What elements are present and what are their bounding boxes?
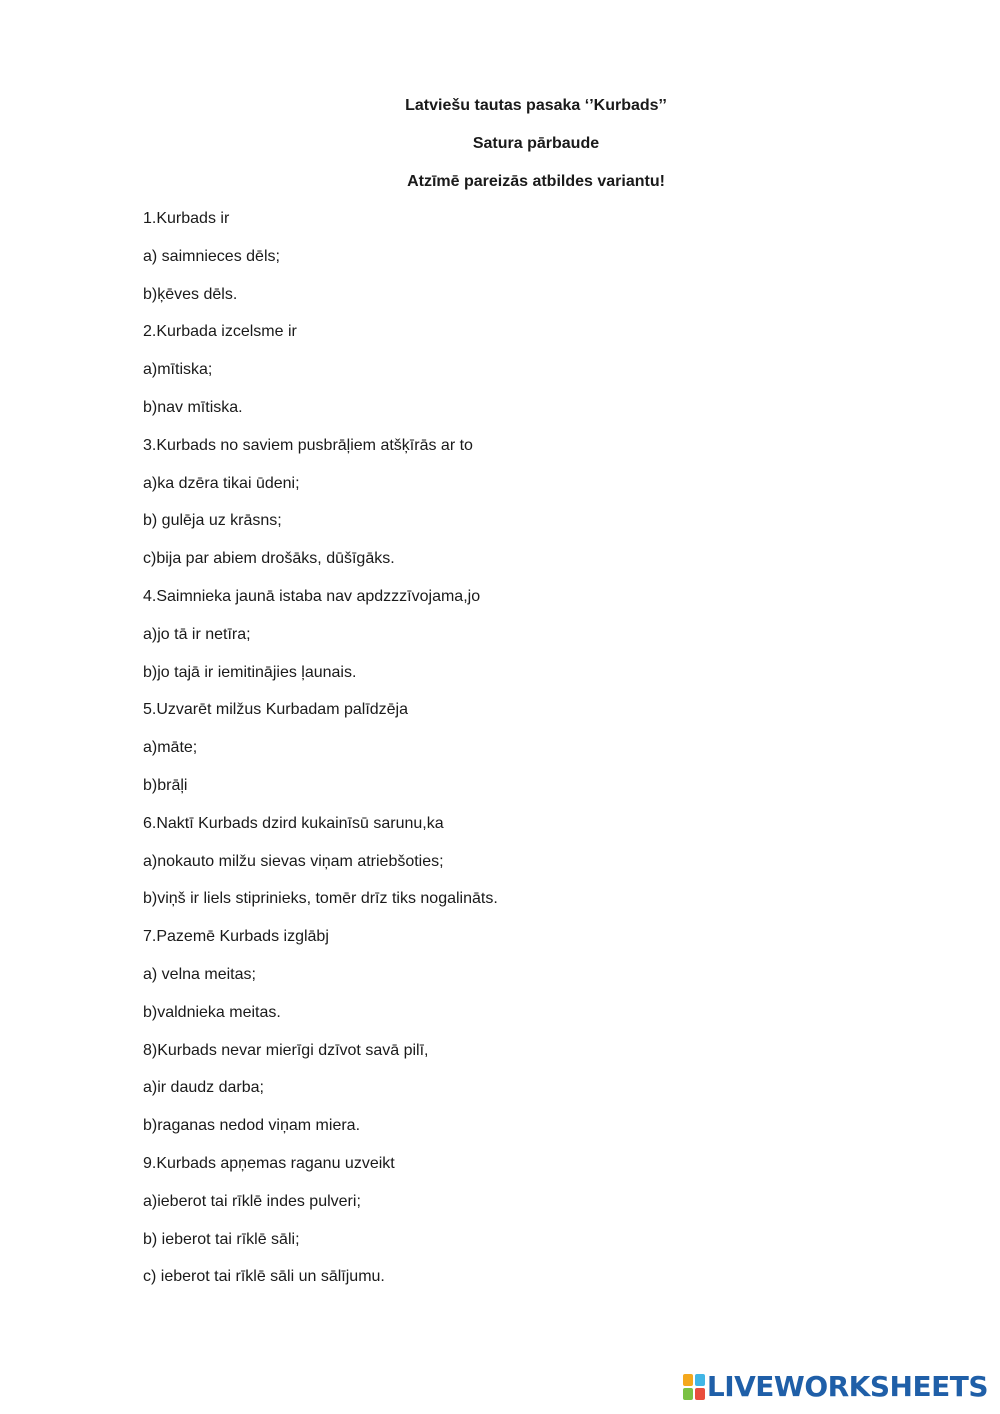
answer-6b: b)viņš ir liels stiprinieks, tomēr drīz tiks nogalināts. xyxy=(143,890,498,908)
logo-text: LIVEWORKSHEETS xyxy=(706,1370,988,1403)
answer-9c: c) ieberot tai rīklē sāli un sālījumu. xyxy=(143,1268,385,1286)
liveworksheets-logo xyxy=(683,1372,988,1402)
question-list xyxy=(143,209,943,1305)
question-1: 1.Kurbads ir xyxy=(143,210,230,227)
page-subtitle: Satura pārbaude xyxy=(472,135,600,152)
question-4: 4.Saimnieka jaunā istaba nav apdzzzīvojama,jo xyxy=(143,587,481,605)
answer-5b: b)brāļi xyxy=(143,776,188,794)
answer-1b: b)ķēves dēls. xyxy=(143,285,238,303)
question-2: 2.Kurbada izcelsme ir xyxy=(143,323,297,341)
answer-3b: b) gulēja uz krāsns; xyxy=(143,512,282,530)
answer-8a: a)ir daudz darba; xyxy=(143,1079,264,1097)
question-6: 6.Naktī Kurbads dzird kukainīsū sarunu,ka xyxy=(143,814,444,832)
answer-3a: a)ka dzēra tikai ūdeni; xyxy=(143,474,300,492)
instruction-text: Atzīmē pareizās atbildes variantu! xyxy=(407,173,665,190)
answer-2b: b)nav mītiska. xyxy=(143,398,243,416)
answer-4a: a)jo tā ir netīra; xyxy=(143,625,251,643)
answer-9a: a)ieberot tai rīklē indes pulveri; xyxy=(143,1192,361,1210)
question-7: 7.Pazemē Kurbads izglābj xyxy=(143,928,329,946)
answer-3c: c)bija par abiem drošāks, dūšīgāks. xyxy=(143,550,395,568)
answer-2a: a)mītiska; xyxy=(143,361,213,379)
answer-4b: b)jo tajā ir iemitinājies ļaunais. xyxy=(143,663,357,681)
answer-1a: a) saimnieces dēls; xyxy=(143,247,280,265)
page-title: Latviešu tautas pasaka ‘’Kurbads’’ xyxy=(405,97,667,114)
question-8: 8)Kurbads nevar mierīgi dzīvot savā pilī, xyxy=(143,1041,429,1059)
answer-7a: a) velna meitas; xyxy=(143,965,256,983)
answer-9b: b) ieberot tai rīklē sāli; xyxy=(143,1230,300,1248)
answer-7b: b)valdnieka meitas. xyxy=(143,1003,281,1021)
question-3: 3.Kurbads no saviem pusbrāļiem atšķīrās ar to xyxy=(143,436,473,454)
answer-8b: b)raganas nedod viņam miera. xyxy=(143,1117,361,1135)
question-9: 9.Kurbads apņemas raganu uzveikt xyxy=(143,1154,395,1172)
liveworksheets-logo-icon xyxy=(683,1374,705,1400)
answer-5a: a)māte; xyxy=(143,739,198,757)
answer-6a: a)nokauto milžu sievas viņam atriebšoties; xyxy=(143,852,444,870)
question-5: 5.Uzvarēt milžus Kurbadam palīdzēja xyxy=(143,701,409,719)
